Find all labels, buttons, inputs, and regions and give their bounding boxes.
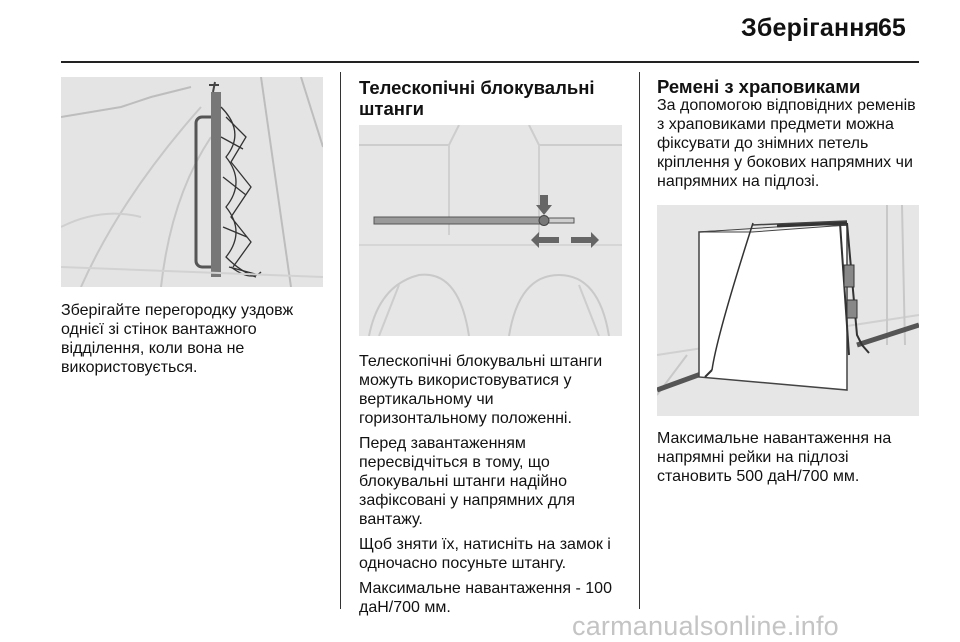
watermark: carmanualsonline.info — [572, 611, 839, 641]
column-3 — [657, 77, 919, 486]
telescopic-bars-paragraph-3: Щоб зняти їх, натисніть на замок і одночасно посуньте штангу. — [359, 536, 611, 572]
column-divider-2 — [639, 72, 640, 609]
header-rule — [61, 61, 919, 63]
ratchet-straps-heading: Ремені з храповиками — [657, 76, 861, 97]
floor-rail-load-caption: Максимальне навантаження на напрямні рейки на підлозі становить 500 даН/700 мм. — [657, 430, 892, 485]
partition-stored-illustration — [61, 77, 323, 287]
page-number: 65 — [878, 14, 906, 42]
column-divider-1 — [340, 72, 341, 609]
telescopic-bars-heading: Телескопічні блокувальні штанги — [359, 77, 595, 119]
page-header-title: Зберігання — [741, 14, 880, 42]
telescopic-bars-paragraph-1: Телескопічні блокувальні штанги можуть використовуватися у вертикальному чи горизонтальному положенні. — [359, 353, 603, 427]
ratchet-strap-illustration — [657, 205, 919, 416]
partition-storage-caption: Зберігайте перегородку уздовж однієї зі стінок вантажного відділення, коли вона не використовується. — [61, 302, 294, 376]
telescopic-bar-illustration — [359, 125, 622, 336]
column-2 — [359, 77, 622, 617]
ratchet-straps-intro: За допомогою відповідних ременів з храповиками предмети можна фіксувати до знімних петель кріплення у бокових напрямних чи напрямних на підлозі. — [657, 97, 916, 190]
telescopic-bars-paragraph-4: Максимальне навантаження - 100 даН/700 мм. — [359, 580, 612, 616]
column-1 — [61, 77, 323, 377]
telescopic-bars-paragraph-2: Перед завантаженням пересвідчіться в тому, що блокувальні штанги надійно зафіксовані у напрямних для вантажу. — [359, 435, 576, 528]
